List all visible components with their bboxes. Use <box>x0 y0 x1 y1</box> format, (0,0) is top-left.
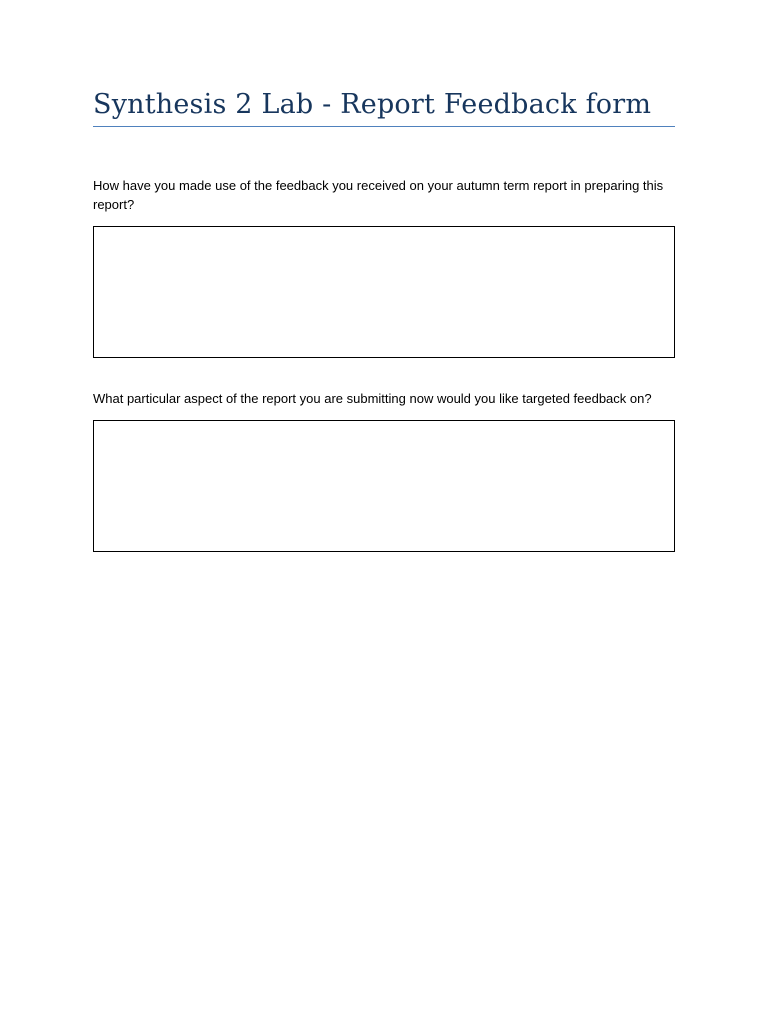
page-title: Synthesis 2 Lab - Report Feedback form <box>93 89 652 120</box>
question-2-answer-box[interactable] <box>93 420 675 552</box>
question-1-prompt: How have you made use of the feedback you received on your autumn term report in preparing this report? <box>93 178 664 212</box>
title-underline <box>93 126 675 127</box>
question-1-answer-box[interactable] <box>93 226 675 358</box>
question-2-prompt: What particular aspect of the report you are submitting now would you like targeted feedback on? <box>93 391 652 406</box>
